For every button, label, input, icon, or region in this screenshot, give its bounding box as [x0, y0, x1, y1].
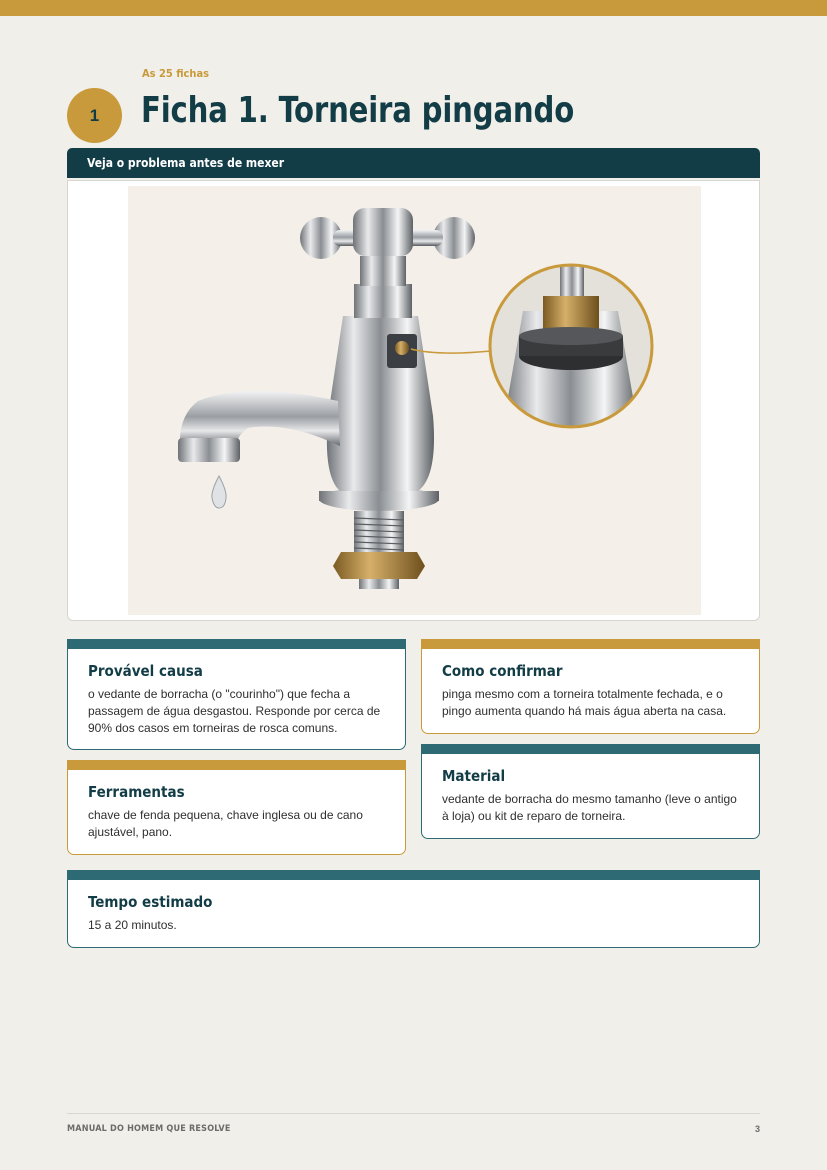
- card-how-to-confirm: [421, 639, 760, 734]
- card-body: o vedante de borracha (o "courinho") que fecha a passagem de água desgastou. Responde por cerca de 90% dos casos em torneiras de rosca comuns.: [88, 687, 381, 735]
- footer-manual-title: MANUAL DO HOMEM QUE RESOLVE: [67, 1124, 231, 1134]
- section-header: Veja o problema antes de mexer: [67, 148, 760, 178]
- top-accent-bar: [0, 0, 827, 16]
- faucet-illustration: [128, 186, 701, 615]
- card-body: pinga mesmo com a torneira totalmente fechada, e o pingo aumenta quando há mais água aberta na casa.: [442, 687, 727, 718]
- faucet-drawing: [128, 186, 701, 615]
- card-estimated-time: [67, 870, 760, 948]
- footer-page-number: 3: [754, 1124, 760, 1134]
- card-probable-cause: [67, 639, 406, 750]
- card-title: Como confirmar: [442, 662, 563, 680]
- card-title: Tempo estimado: [88, 893, 213, 911]
- sheet-number-badge: 1: [67, 88, 122, 143]
- footer-divider: [67, 1113, 760, 1114]
- card-body: 15 a 20 minutos.: [88, 918, 177, 932]
- card-title: Material: [442, 767, 506, 785]
- card-title: Provável causa: [88, 662, 203, 680]
- eyebrow-label: As 25 fichas: [142, 67, 210, 80]
- card-material: [421, 744, 760, 839]
- card-title: Ferramentas: [88, 783, 185, 801]
- illustration-frame: [67, 180, 760, 621]
- page-title: Ficha 1. Torneira pingando: [141, 90, 575, 131]
- card-tools: [67, 760, 406, 855]
- card-body: chave de fenda pequena, chave inglesa ou de cano ajustável, pano.: [88, 808, 363, 839]
- card-body: vedante de borracha do mesmo tamanho (leve o antigo à loja) ou kit de reparo de torneira.: [442, 792, 737, 823]
